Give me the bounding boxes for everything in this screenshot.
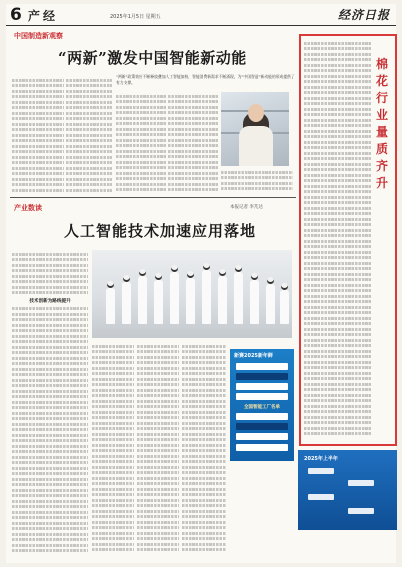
- masthead: [6, 4, 396, 26]
- issue-date: 2025年1月5日 星期五: [110, 14, 161, 20]
- top-column-5: [221, 168, 293, 194]
- second-column-3: [137, 342, 179, 556]
- top-column-3: [116, 92, 166, 194]
- infographic: [230, 349, 294, 461]
- section-name: 产经: [28, 9, 59, 23]
- stats-graphic: [298, 450, 397, 530]
- subhead: 技术创新为路线提升: [29, 299, 71, 304]
- stats-caption: 2025年上半年: [304, 456, 338, 462]
- top-headline: “两新”激发中国智能新动能: [58, 49, 247, 67]
- side-panel-text-1: [304, 39, 372, 441]
- top-deck: “两新”政策效应不断释放叠加人工智能加持，智能消费新需求不断涌现，为“中国智造”新动能的形成提供了有力支撑。: [116, 74, 295, 85]
- column-tag: 中国制造新观察: [14, 32, 63, 40]
- second-column-1: [12, 250, 88, 556]
- top-column-1: [12, 76, 64, 194]
- top-column-2: [66, 76, 112, 194]
- top-column-4: [168, 92, 218, 194]
- portrait-photo: [221, 92, 289, 166]
- infographic-flag: 全国智能工厂名单: [244, 405, 280, 410]
- infographic-caption: 新赛2025新年鲜: [234, 353, 273, 359]
- byline: 本报记者 李芃达: [230, 205, 263, 210]
- section-divider: [10, 197, 296, 198]
- second-column-2: [92, 342, 134, 556]
- section-tag: 产业数读: [14, 204, 42, 212]
- second-headline: 人工智能技术加速应用落地: [64, 222, 257, 240]
- newspaper-page: [6, 4, 396, 563]
- robots-photo: [92, 250, 292, 338]
- page-number: 6: [10, 5, 22, 25]
- second-column-4: [182, 342, 226, 556]
- side-panel: [299, 34, 397, 446]
- paper-logo: 经济日报: [337, 8, 390, 22]
- side-panel-title: 棉花行业量质齐升: [375, 57, 388, 190]
